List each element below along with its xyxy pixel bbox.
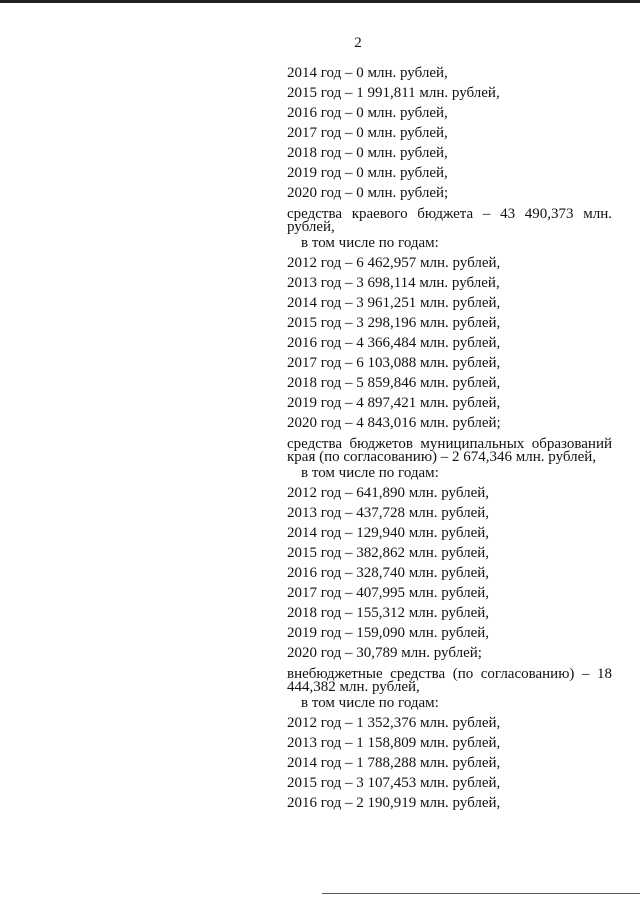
section-subheading: в том числе по годам:	[301, 695, 439, 711]
year-amount-line: 2013 год – 3 698,114 млн. рублей,	[287, 275, 500, 291]
year-amount-line: 2013 год – 1 158,809 млн. рублей,	[287, 735, 501, 751]
year-amount-line: 2020 год – 30,789 млн. рублей;	[287, 645, 482, 661]
funding-source-paragraph: внебюджетные средства (по согласованию) – 18 444,382 млн. рублей,	[287, 666, 612, 695]
year-amount-line: 2016 год – 2 190,919 млн. рублей,	[287, 795, 501, 811]
bottom-border	[322, 893, 640, 894]
year-amount-line: 2014 год – 0 млн. рублей,	[287, 65, 448, 81]
year-amount-line: 2012 год – 1 352,376 млн. рублей,	[287, 715, 501, 731]
year-amount-line: 2015 год – 3 298,196 млн. рублей,	[287, 315, 501, 331]
year-amount-line: 2019 год – 159,090 млн. рублей,	[287, 625, 490, 641]
year-amount-line: 2012 год – 6 462,957 млн. рублей,	[287, 255, 501, 271]
year-amount-line: 2014 год – 1 788,288 млн. рублей,	[287, 755, 501, 771]
year-amount-line: 2020 год – 4 843,016 млн. рублей;	[287, 415, 501, 431]
year-amount-line: 2013 год – 437,728 млн. рублей,	[287, 505, 490, 521]
year-amount-line: 2020 год – 0 млн. рублей;	[287, 185, 449, 201]
funding-source-paragraph: средства краевого бюджета – 43 490,373 млн. рублей,	[287, 206, 612, 235]
year-amount-line: 2016 год – 328,740 млн. рублей,	[287, 565, 490, 581]
year-amount-line: 2018 год – 5 859,846 млн. рублей,	[287, 375, 501, 391]
year-amount-line: 2012 год – 641,890 млн. рублей,	[287, 485, 490, 501]
year-amount-line: 2018 год – 0 млн. рублей,	[287, 145, 448, 161]
section-subheading: в том числе по годам:	[301, 465, 439, 481]
year-amount-line: 2019 год – 0 млн. рублей,	[287, 165, 448, 181]
year-amount-line: 2017 год – 407,995 млн. рублей,	[287, 585, 490, 601]
year-amount-line: 2014 год – 129,940 млн. рублей,	[287, 525, 490, 541]
year-amount-line: 2014 год – 3 961,251 млн. рублей,	[287, 295, 501, 311]
year-amount-line: 2017 год – 6 103,088 млн. рублей,	[287, 355, 501, 371]
funding-source-paragraph: средства бюджетов муниципальных образований края (по согласованию) – 2 674,346 млн. рублей,	[287, 436, 612, 465]
page-number: 2	[354, 35, 362, 51]
top-border	[0, 0, 640, 3]
year-amount-line: 2015 год – 1 991,811 млн. рублей,	[287, 85, 500, 101]
year-amount-line: 2017 год – 0 млн. рублей,	[287, 125, 448, 141]
year-amount-line: 2018 год – 155,312 млн. рублей,	[287, 605, 490, 621]
year-amount-line: 2016 год – 4 366,484 млн. рублей,	[287, 335, 501, 351]
year-amount-line: 2015 год – 382,862 млн. рублей,	[287, 545, 490, 561]
year-amount-line: 2019 год – 4 897,421 млн. рублей,	[287, 395, 501, 411]
section-subheading: в том числе по годам:	[301, 235, 439, 251]
year-amount-line: 2016 год – 0 млн. рублей,	[287, 105, 448, 121]
year-amount-line: 2015 год – 3 107,453 млн. рублей,	[287, 775, 501, 791]
